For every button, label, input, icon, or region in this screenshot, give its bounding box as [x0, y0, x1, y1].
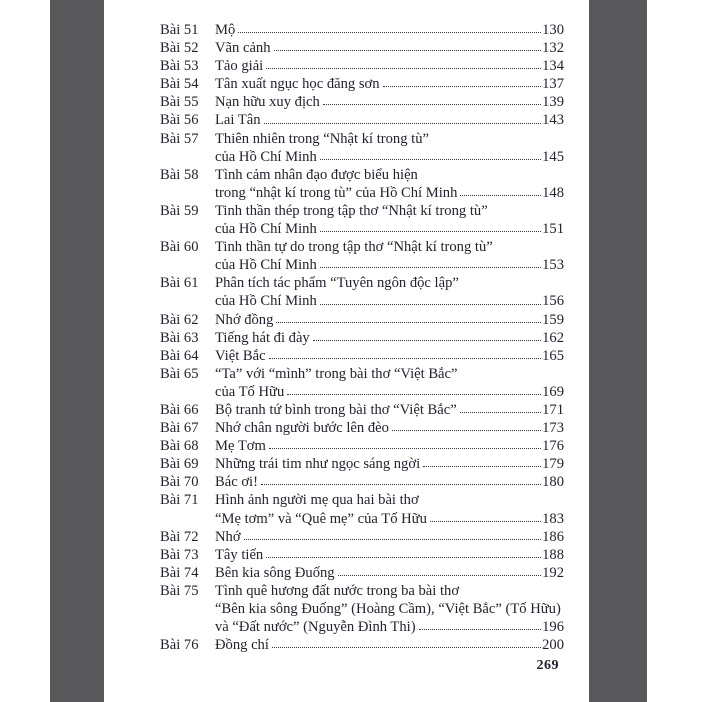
toc-entry-title: Phân tích tác phẩm “Tuyên ngôn độc lập”: [215, 275, 459, 292]
dot-leader: [269, 344, 542, 359]
toc-entry-page: 165: [542, 347, 564, 364]
toc-entry-body: [215, 564, 564, 582]
toc-entry-title: Thiên nhiên trong “Nhật kí trong tù”: [215, 130, 429, 147]
toc-entry-title: Nhớ: [215, 528, 241, 545]
toc-entry-title: Bộ tranh tứ bình trong bài thơ “Việt Bắc”: [215, 401, 457, 418]
toc-entry: [160, 130, 564, 166]
toc-entry-title: Tây tiến: [215, 546, 264, 563]
toc-entry-title: “Mẹ tơm” và “Quê mẹ” của Tố Hữu: [215, 510, 427, 527]
toc-entry-title: Vãn cảnh: [215, 40, 271, 57]
toc-entry-page: 180: [542, 474, 564, 491]
toc-entry-body: [215, 365, 564, 401]
toc-entry-title: Việt Bắc: [215, 347, 266, 364]
dot-leader: [238, 18, 541, 33]
toc-entry-page: 186: [542, 528, 564, 545]
toc-entry-line: [215, 347, 564, 365]
toc-entry-title: Nhớ đồng: [215, 311, 274, 328]
dot-leader: [419, 615, 542, 630]
toc-entry-title: Nhớ chân người bước lên đèo: [215, 420, 389, 437]
toc-entry-label: Bài 73: [160, 546, 199, 563]
toc-entry-title: Mẹ Tơm: [215, 438, 266, 455]
dot-leader: [272, 633, 541, 648]
dot-leader: [287, 380, 541, 395]
toc-entry-title: trong “nhật kí trong tù” của Hồ Chí Minh: [215, 184, 458, 201]
toc-entry: [160, 202, 564, 238]
toc-entry-page: 162: [542, 329, 564, 346]
toc-entry-page: 134: [542, 58, 564, 75]
toc-entry-line: [215, 148, 564, 166]
toc-entry-title: của Hồ Chí Minh: [215, 257, 317, 274]
dot-leader: [266, 54, 541, 69]
toc-entry-body: [215, 130, 564, 166]
toc-entry-label: Bài 65: [160, 365, 199, 382]
toc-entry-line: [215, 473, 564, 491]
dot-leader: [261, 470, 541, 485]
toc-entry-label: Bài 61: [160, 275, 199, 292]
toc-entry: [160, 238, 564, 274]
left-page-border: [50, 0, 104, 702]
toc-entry-label: Bài 59: [160, 202, 199, 219]
toc-entry-page: 132: [542, 40, 564, 57]
toc-entry-line: [215, 564, 564, 582]
toc-entry-page: 179: [542, 456, 564, 473]
toc-entry-line: [215, 220, 564, 238]
toc-entry-title: Nạn hữu xuy địch: [215, 94, 320, 111]
dot-leader: [460, 398, 541, 413]
toc-entry-label: Bài 75: [160, 582, 199, 599]
dot-leader: [460, 181, 541, 196]
toc-entry-title: của Hồ Chí Minh: [215, 293, 317, 310]
toc-entry-page: 137: [542, 76, 564, 93]
toc-entry: [160, 166, 564, 202]
toc-entry-body: [215, 491, 564, 527]
toc-entry-body: [215, 636, 564, 654]
dot-leader: [423, 452, 541, 467]
toc-entry: [160, 582, 564, 636]
toc-entry-body: [215, 202, 564, 238]
toc-entry-page: 139: [542, 94, 564, 111]
toc-entry-line: [215, 111, 564, 129]
toc-entry-page: 173: [542, 420, 564, 437]
toc-entry-title: Tiếng hát đi đày: [215, 329, 310, 346]
dot-leader: [276, 308, 541, 323]
toc-entry-label: Bài 70: [160, 474, 199, 491]
dot-leader: [338, 561, 542, 576]
toc-entry-page: 192: [542, 564, 564, 581]
toc-entry-label: Bài 62: [160, 311, 199, 328]
toc-entry-label: Bài 56: [160, 112, 199, 129]
toc-entry-title: Những trái tim như ngọc sáng ngời: [215, 456, 421, 473]
dot-leader: [383, 72, 542, 87]
toc-entry-label: Bài 53: [160, 58, 199, 75]
toc-entry-body: [215, 238, 564, 274]
toc-entry-page: 130: [542, 22, 564, 38]
toc-entry-page: 148: [542, 184, 564, 201]
toc-entry-title: Tình quê hương đất nước trong ba bài thơ: [215, 582, 460, 599]
toc-entry-body: [215, 111, 564, 129]
toc-entry-title: Bên kia sông Đuống: [215, 564, 335, 581]
toc-entry-label: Bài 54: [160, 76, 199, 93]
toc-entry-line: [215, 582, 564, 600]
toc-entry: [160, 491, 564, 527]
toc-entry-page: 183: [542, 510, 564, 527]
toc-entry-title: của Hồ Chí Minh: [215, 148, 317, 165]
dot-leader: [320, 145, 541, 160]
toc-entry-page: 196: [542, 619, 564, 636]
toc-entry-title: và “Đất nước” (Nguyễn Đình Thi): [215, 619, 416, 636]
toc-entry-label: Bài 51: [160, 22, 199, 38]
toc-entry-label: Bài 66: [160, 401, 199, 418]
dot-leader: [430, 507, 541, 522]
toc-entry-label: Bài 71: [160, 492, 199, 509]
toc-entry-title: “Ta” với “mình” trong bài thơ “Việt Bắc”: [215, 365, 458, 382]
toc-entry-label: Bài 68: [160, 438, 199, 455]
dot-leader: [313, 326, 541, 341]
toc-entry-page: 159: [542, 311, 564, 328]
toc-entry-title: Mộ: [215, 22, 236, 38]
toc-entry-body: [215, 274, 564, 310]
toc-entry-title: Hình ảnh người mẹ qua hai bài thơ: [215, 492, 419, 509]
toc-entry-page: 169: [542, 383, 564, 400]
toc-entry-page: 188: [542, 546, 564, 563]
toc-entry-label: Bài 64: [160, 347, 199, 364]
toc-entry-title: Tinh thần thép trong tập thơ “Nhật kí trong tù”: [215, 202, 488, 219]
toc-entry-page: 171: [542, 401, 564, 418]
toc-entry-title: Tinh thần tự do trong tập thơ “Nhật kí trong tù”: [215, 239, 493, 256]
toc-entry-title: “Bên kia sông Đuống” (Hoàng Cầm), “Việt Bắc” (Tố Hữu): [215, 601, 561, 617]
toc-entry: [160, 365, 564, 401]
toc-entry: [160, 274, 564, 310]
toc-entry-page: 145: [542, 148, 564, 165]
dot-leader: [320, 253, 541, 268]
dot-leader: [323, 90, 541, 105]
toc-entry: [160, 347, 564, 365]
right-page-border: [589, 0, 647, 702]
dot-leader: [320, 289, 541, 304]
toc-entry-label: Bài 60: [160, 239, 199, 256]
toc-entry-label: Bài 52: [160, 40, 199, 57]
toc-entry-label: Bài 55: [160, 94, 199, 111]
toc-entry-line: [215, 256, 564, 274]
toc-entry-label: Bài 72: [160, 528, 199, 545]
dot-leader: [320, 217, 541, 232]
page-number: 269: [536, 658, 559, 673]
toc-entry-title: Bác ơi!: [215, 474, 258, 491]
toc-entry: [160, 636, 564, 654]
dot-leader: [392, 416, 541, 431]
dot-leader: [274, 36, 542, 51]
toc-entry-title: Đồng chí: [215, 637, 269, 654]
toc-entry-title: Lai Tân: [215, 112, 261, 129]
toc-entry-body: [215, 347, 564, 365]
toc-entry-body: [215, 582, 564, 636]
toc-entry-page: 143: [542, 112, 564, 129]
toc-entry-title: của Hồ Chí Minh: [215, 221, 317, 238]
toc-entry-label: Bài 67: [160, 420, 199, 437]
toc-entry-page: 151: [542, 221, 564, 238]
toc-entry-page: 200: [542, 637, 564, 654]
toc-entry-label: Bài 58: [160, 166, 199, 183]
toc-entry-title: Tảo giải: [215, 58, 264, 75]
dot-leader: [269, 434, 541, 449]
toc-entry-title: Tân xuất ngục học đăng sơn: [215, 76, 380, 93]
toc-entry-line: [215, 184, 564, 202]
toc-entry-body: [215, 473, 564, 491]
toc-entry-body: [215, 166, 564, 202]
dot-leader: [264, 108, 542, 123]
dot-leader: [244, 525, 542, 540]
toc-entry-title: của Tố Hữu: [215, 383, 285, 400]
toc-entry: [160, 564, 564, 582]
toc-entry-label: Bài 57: [160, 130, 199, 147]
toc-entry-label: Bài 76: [160, 637, 199, 654]
table-of-contents: [160, 21, 564, 654]
toc-entry-label: Bài 69: [160, 456, 199, 473]
toc-entry-page: 156: [542, 293, 564, 310]
toc-entry-label: Bài 74: [160, 564, 199, 581]
toc-entry-title: Tình cảm nhân đạo được biểu hiện: [215, 166, 418, 183]
toc-entry-page: 176: [542, 438, 564, 455]
toc-entry-page: 153: [542, 257, 564, 274]
toc-entry-label: Bài 63: [160, 329, 199, 346]
toc-entry: [160, 473, 564, 491]
toc-entry: [160, 111, 564, 129]
dot-leader: [266, 543, 541, 558]
toc-entry-line: [215, 636, 564, 654]
